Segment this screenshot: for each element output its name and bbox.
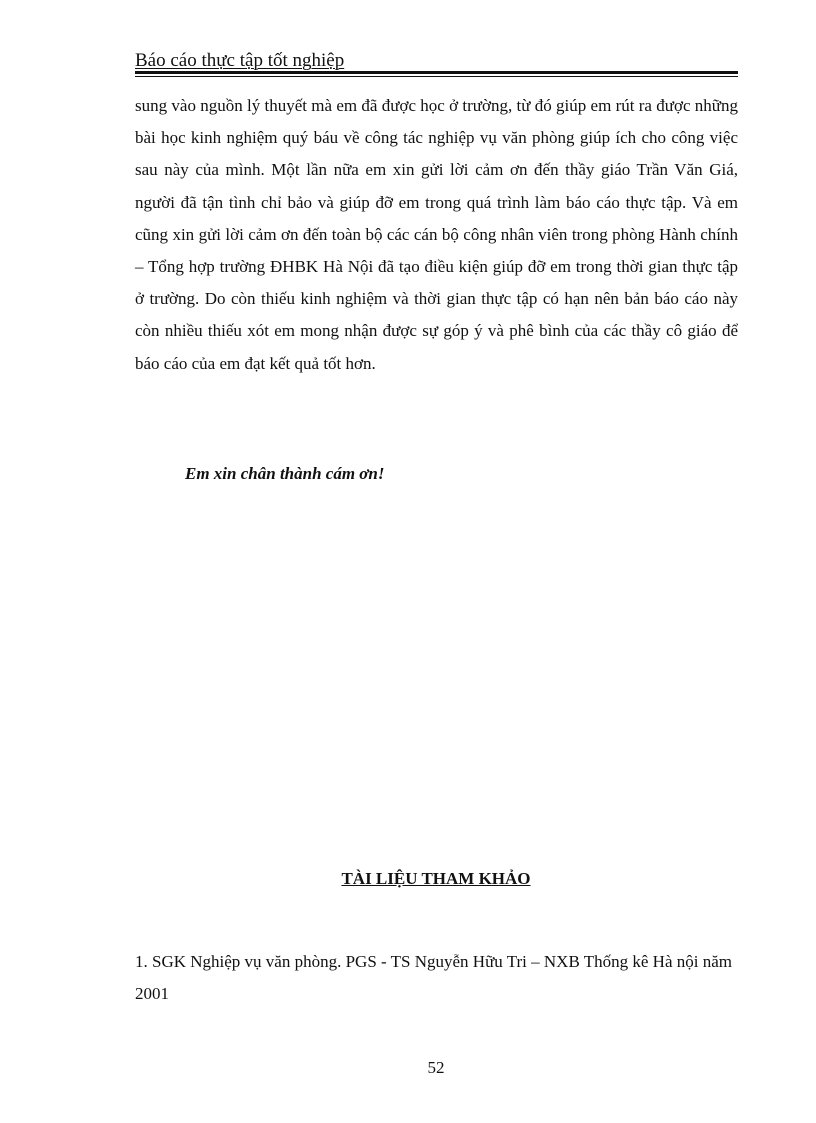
body-paragraph: sung vào nguồn lý thuyết mà em đã được học ở trường, từ đó giúp em rút ra được những bài học kinh nghiệm quý báu về công tác nghiệp vụ văn phòng giúp ích cho công việc sau này của mình. Một lần nữa em xin gửi lời cảm ơn đến thầy giáo Trần Văn Giá, người đã tận tình chỉ bảo và giúp đỡ em trong quá trình làm báo cáo thực tập. Và em cũng xin gửi lời cảm ơn đến toàn bộ các cán bộ công nhân viên trong phòng Hành chính – Tổng hợp trường ĐHBK Hà Nội đã tạo điều kiện giúp đỡ em trong thời gian thực tập ở trường. Do còn thiếu kinh nghiệm và thời gian thực tập có hạn nên bản báo cáo này còn nhiều thiếu xót em mong nhận được sự góp ý và phê bình của các thầy cô giáo để báo cáo của em đạt kết quả tốt hơn. (135, 96, 738, 373)
header-rule-thick (135, 71, 738, 74)
header-rule-thin (135, 76, 738, 77)
header-title: Báo cáo thực tập tốt nghiệp (135, 50, 345, 71)
page-header (135, 50, 738, 72)
page-number: 52 (427, 1058, 445, 1077)
reference-item: 1. SGK Nghiệp vụ văn phòng. PGS - TS Nguyễn Hữu Tri – NXB Thống kê Hà nội năm 2001 (135, 952, 732, 1003)
closing-line: Em xin chân thành cám ơn! (185, 464, 385, 483)
references-heading: TÀI LIỆU THAM KHẢO (341, 869, 531, 888)
